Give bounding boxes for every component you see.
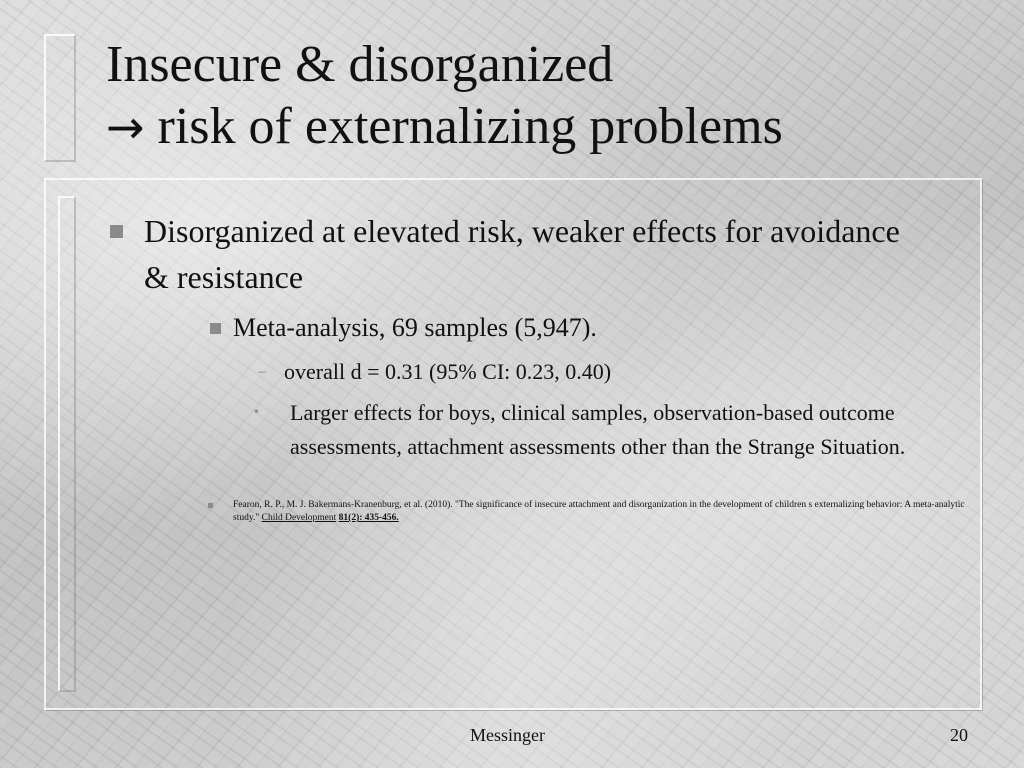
- frame-line-top: [44, 178, 980, 180]
- bullet-level3-text: overall d = 0.31 (95% CI: 0.23, 0.40): [284, 359, 612, 384]
- frame-line-left: [44, 178, 46, 710]
- bullet-level2: [210, 310, 910, 346]
- title-accent-bar: [44, 34, 76, 162]
- reference-volume: 81(2): 435-456.: [338, 513, 399, 523]
- title-line-1: Insecure & disorganized: [106, 36, 614, 93]
- square-bullet-icon: [208, 503, 213, 508]
- bullet-level4: [254, 396, 964, 464]
- right-arrow-icon: →: [106, 100, 145, 154]
- bullet-level1: [110, 208, 930, 300]
- bullet-level1-text: Disorganized at elevated risk, weaker effects for avoidance & resistance: [144, 213, 900, 295]
- title-line-2-text: risk of externalizing problems: [157, 98, 783, 155]
- bullet-level3: [258, 356, 958, 388]
- bullet-level2-text: Meta-analysis, 69 samples (5,947).: [233, 313, 597, 342]
- frame-shadow-bottom: [46, 710, 983, 711]
- page-number: 20: [950, 725, 968, 745]
- reference-text: Fearon, R. P., M. J. Bakermans-Kranenburg, et al. (2010). "The significance of insecure attachment and disorganization in the development of children s externalizing behavior: A meta-analytic study.": [233, 500, 965, 523]
- reference-text-block: [233, 499, 968, 525]
- reference-journal: Child Development: [261, 513, 337, 523]
- dot-bullet-icon: •: [254, 405, 259, 420]
- square-bullet-icon: [210, 323, 221, 334]
- body-accent-bar: [58, 196, 76, 692]
- reference-citation: [208, 499, 968, 525]
- title-line-2: [106, 96, 986, 158]
- dash-bullet-icon: –: [258, 363, 266, 380]
- footer-author: Messinger: [470, 725, 545, 745]
- bullet-level4-text: Larger effects for boys, clinical samples, observation-based outcome assessments, attachment assessments other than the Strange Situation.: [290, 400, 906, 459]
- frame-shadow-right: [982, 180, 983, 710]
- slide-title: [106, 34, 986, 158]
- square-bullet-icon: [110, 225, 123, 238]
